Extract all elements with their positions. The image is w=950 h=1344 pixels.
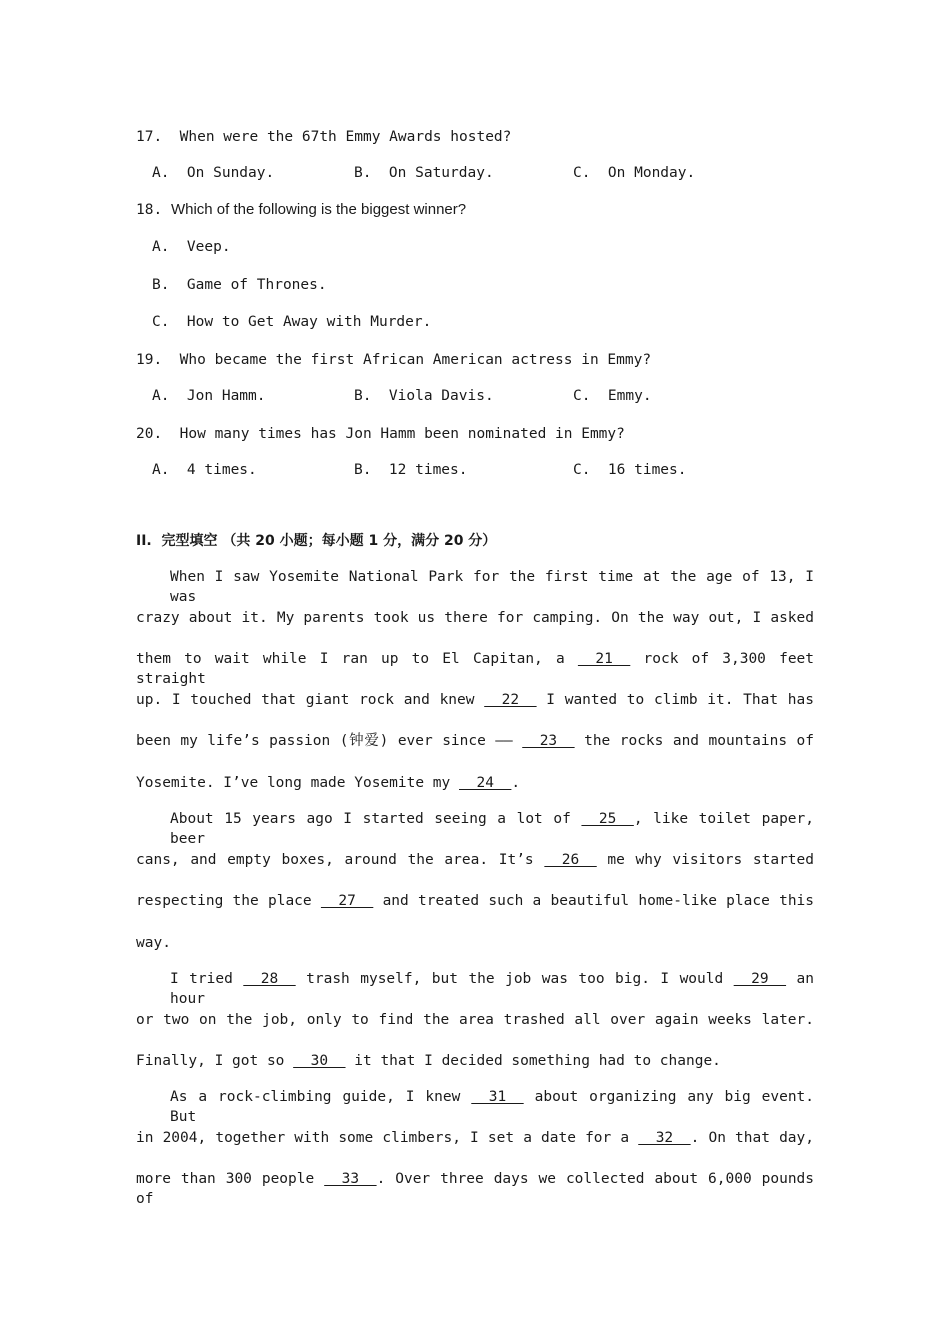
passage-line: When I saw Yosemite National Park for the first time at the age of 13, I was [170, 569, 814, 605]
q17-option-a: A. On Sunday. [152, 165, 275, 181]
q18-option-a: A. Veep. [152, 239, 231, 255]
passage-line [170, 1087, 814, 1127]
q19-option-b: B. Viola Davis. [354, 388, 494, 404]
q18-number: 18. [136, 202, 163, 218]
blank-28: 28 [243, 971, 296, 987]
text-segment: them to wait while I ran up to El Capitan, a [136, 651, 565, 667]
text-segment: an hour [170, 971, 814, 1007]
q17-option-b: B. On Saturday. [354, 165, 494, 181]
question-20: 20. How many times has Jon Hamm been nominated in Emmy? [136, 426, 625, 442]
text-segment: it that I decided something had to change. [354, 1053, 721, 1069]
q17-option-c: C. On Monday. [573, 165, 696, 181]
blank-21: 21 [577, 651, 631, 667]
text-segment: . On that day, [690, 1130, 814, 1146]
passage-line [136, 773, 814, 793]
text-segment: Yosemite. I’ve long made Yosemite my [136, 775, 451, 791]
q19-option-a: A. Jon Hamm. [152, 388, 266, 404]
blank-32: 32 [638, 1130, 691, 1146]
question-18 [136, 200, 466, 220]
passage-line [170, 969, 814, 1009]
q18-option-c: C. How to Get Away with Murder. [152, 314, 432, 330]
passage-line [136, 850, 814, 870]
passage-line: or two on the job, only to find the area trashed all over again weeks later. [136, 1012, 814, 1028]
question-17: 17. When were the 67th Emmy Awards hosted? [136, 129, 512, 145]
text-segment: and treated such a beautiful home-like place this [382, 893, 815, 909]
blank-22: 22 [484, 692, 537, 708]
text-segment: As a rock-climbing guide, I knew [170, 1089, 461, 1105]
text-segment: more than 300 people [136, 1171, 315, 1187]
text-segment: trash myself, but the job was too big. I would [306, 971, 724, 987]
text-segment: . [511, 775, 521, 791]
blank-29: 29 [733, 971, 787, 987]
section-heading: II. 完型填空 （共 20 小题；每小题 1 分，满分 20 分） [136, 533, 497, 549]
passage-line [136, 690, 814, 710]
text-segment: up. I touched that giant rock and knew [136, 692, 475, 708]
text-segment: Finally, I got so [136, 1053, 285, 1069]
passage-line: crazy about it. My parents took us there for camping. On the way out, I asked [136, 610, 814, 626]
text-segment: . Over three days we collected about 6,000 pounds of [136, 1171, 815, 1207]
blank-26: 26 [544, 852, 597, 868]
q18-option-b: B. Game of Thrones. [152, 277, 327, 293]
text-segment: the rocks and mountains of [584, 733, 814, 749]
text-segment: in 2004, together with some climbers, I set a date for a [136, 1130, 630, 1146]
passage-line [136, 1169, 814, 1209]
text-segment: I wanted to climb it. That has [546, 692, 814, 708]
blank-33: 33 [324, 1171, 377, 1187]
q20-option-a: A. 4 times. [152, 462, 257, 478]
passage-line [136, 1051, 814, 1071]
blank-30: 30 [293, 1053, 346, 1069]
text-segment: about organizing any big event. But [170, 1089, 815, 1125]
text-segment: respecting the place [136, 893, 312, 909]
q20-option-c: C. 16 times. [573, 462, 687, 478]
blank-23: 23 [522, 733, 575, 749]
text-segment: , like toilet paper, beer [170, 811, 814, 847]
text-segment: About 15 years ago I started seeing a lot of [170, 811, 571, 827]
text-segment: been my life’s passion (钟爱) ever since —— [136, 733, 523, 749]
passage-line [136, 1128, 814, 1148]
passage-line: way. [136, 935, 171, 951]
text-segment: I tried [170, 971, 233, 987]
passage-line [136, 649, 814, 689]
passage-line [170, 809, 814, 849]
passage-line [136, 891, 814, 911]
text-segment: rock of 3,300 feet straight [136, 651, 815, 687]
text-segment: cans, and empty boxes, around the area. It’s [136, 852, 534, 868]
blank-27: 27 [320, 893, 374, 909]
blank-25: 25 [581, 811, 634, 827]
q20-option-b: B. 12 times. [354, 462, 468, 478]
blank-24: 24 [459, 775, 512, 791]
q18-text: Which of the following is the biggest winner? [170, 201, 467, 218]
question-19: 19. Who became the first African American actress in Emmy? [136, 352, 652, 368]
q19-option-c: C. Emmy. [573, 388, 652, 404]
passage-line [136, 731, 814, 751]
text-segment: me why visitors started [607, 852, 814, 868]
blank-31: 31 [471, 1089, 524, 1105]
